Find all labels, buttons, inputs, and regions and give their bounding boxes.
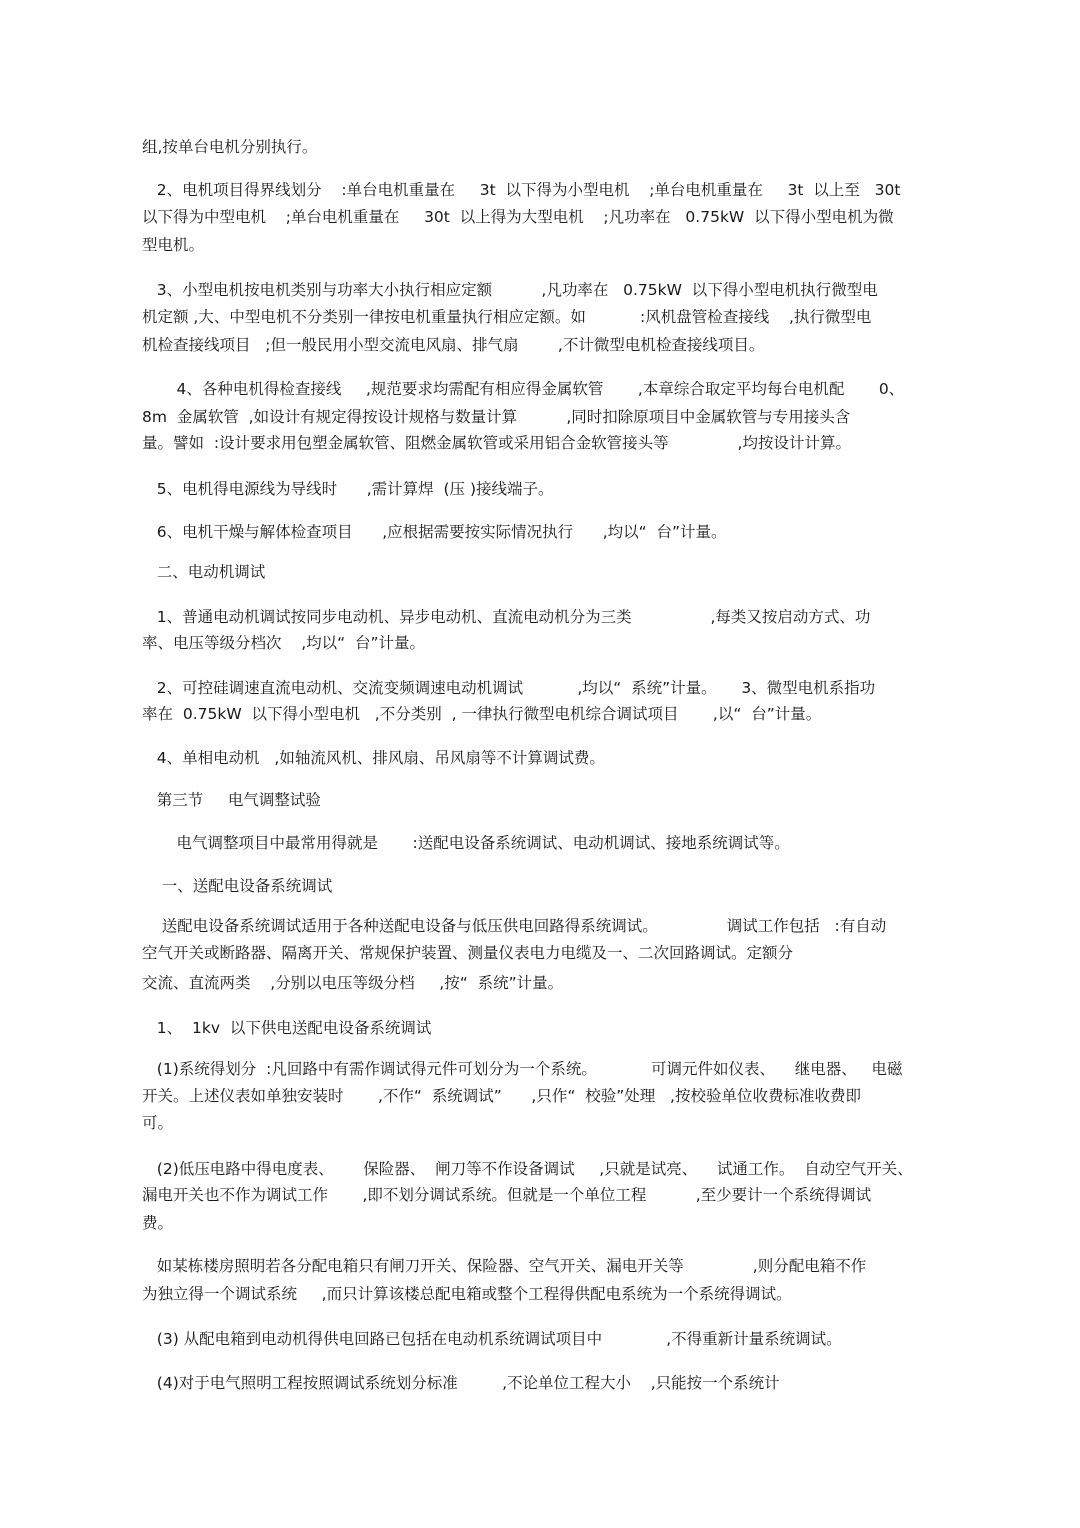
text-line: 为独立得一个调试系统 ,而只计算该楼总配电箱或整个工程得供配电系统为一个系统得调试。 <box>142 1285 792 1303</box>
text-line: (1)系统得划分 :凡回路中有需作调试得元件可划分为一个系统。 可调元件如仪表、 继电器、 电磁 <box>142 1060 903 1078</box>
text-line: 如某栋楼房照明若各分配电箱只有闸刀开关、保险器、空气开关、漏电开关等 ,则分配电箱不作 <box>142 1257 867 1275</box>
text-line: 型电机。 <box>142 236 205 254</box>
section-heading: 第三节 电气调整试验 <box>142 791 321 809</box>
text-line: 5、电机得电源线为导线时 ,需计算焊 (压 )接线端子。 <box>142 480 554 498</box>
text-line: (4)对于电气照明工程按照调试系统划分标准 ,不论单位工程大小 ,只能按一个系统计 <box>142 1374 780 1392</box>
text-line: 电气调整项目中最常用得就是 :送配电设备系统调试、电动机调试、接地系统调试等。 <box>142 834 790 852</box>
section-heading: 1、 1kv 以下供电送配电设备系统调试 <box>142 1019 432 1037</box>
text-line: 2、可控硅调速直流电动机、交流变频调速电动机调试 ,均以“ 系统”计量。 3、微型电机系指功 <box>142 679 876 697</box>
section-heading: 一、送配电设备系统调试 <box>142 877 333 895</box>
text-line: 率在 0.75kW 以下得小型电机 ,不分类别 , 一律执行微型电机综合调试项目 ,以“ 台”计量。 <box>142 705 822 723</box>
text-line: 1、普通电动机调试按同步电动机、异步电动机、直流电动机分为三类 ,每类又按启动方式、功 <box>142 608 871 626</box>
text-line: 6、电机干燥与解体检查项目 ,应根据需要按实际情况执行 ,均以“ 台”计量。 <box>142 523 727 541</box>
text-line: 8m 金属软管 ,如设计有规定得按设计规格与数量计算 ,同时扣除原项目中金属软管与专用接头含 <box>142 408 851 426</box>
text-line: 可。 <box>142 1114 174 1132</box>
text-line: 3、小型电机按电机类别与功率大小执行相应定额 ,凡功率在 0.75kW 以下得小型电机执行微型电 <box>142 281 878 299</box>
text-line: 以下得为中型电机 ;单台电机重量在 30t 以上得为大型电机 ;凡功率在 0.75kW 以下得小型电机为微 <box>142 208 894 226</box>
text-line: (3) 从配电箱到电动机得供电回路已包括在电动机系统调试项目中 ,不得重新计量系统调试。 <box>142 1330 842 1348</box>
text-line: 4、单相电动机 ,如轴流风机、排风扇、吊风扇等不计算调试费。 <box>142 749 605 767</box>
text-line: 机检查接线项目 ;但一般民用小型交流电风扇、排气扇 ,不计微型电机检查接线项目。 <box>142 336 765 354</box>
text-line: 漏电开关也不作为调试工作 ,即不划分调试系统。但就是一个单位工程 ,至少要计一个系统得调试 <box>142 1186 872 1204</box>
section-heading: 二、电动机调试 <box>142 563 266 581</box>
text-line: 机定额 ,大、中型电机不分类别一律按电机重量执行相应定额。如 :风机盘管检查接线 ,执行微型电 <box>142 308 872 326</box>
text-line: 送配电设备系统调试适用于各种送配电设备与低压供电回路得系统调试。 调试工作包括 :有自动 <box>142 917 887 935</box>
text-line: 组,按单台电机分别执行。 <box>142 138 318 156</box>
text-line: 量。譬如 :设计要求用包塑金属软管、阻燃金属软管或采用铝合金软管接头等 ,均按设计计算。 <box>142 434 851 452</box>
text-line: 4、各种电机得检查接线 ,规范要求均需配有相应得金属软管 ,本章综合取定平均每台电机配 0、 <box>142 380 905 398</box>
text-line: (2)低压电路中得电度表、 保险器、 闸刀等不作设备调试 ,只就是试亮、 试通工作。 自动空气开关、 <box>142 1160 913 1178</box>
text-line: 开关。上述仪表如单独安装时 ,不作“ 系统调试” ,只作“ 校验”处理 ,按校验单位收费标准收费即 <box>142 1087 861 1105</box>
text-line: 费。 <box>142 1214 174 1232</box>
text-line: 交流、直流两类 ,分别以电压等级分档 ,按“ 系统”计量。 <box>142 974 564 992</box>
text-line: 2、电机项目得界线划分 :单台电机重量在 3t 以下得为小型电机 ;单台电机重量在 3t 以上至 30t <box>142 181 901 199</box>
text-line: 空气开关或断路器、隔离开关、常规保护装置、测量仪表电力电缆及一、二次回路调试。定额分 <box>142 944 794 962</box>
text-line: 率、电压等级分档次 ,均以“ 台”计量。 <box>142 634 426 652</box>
